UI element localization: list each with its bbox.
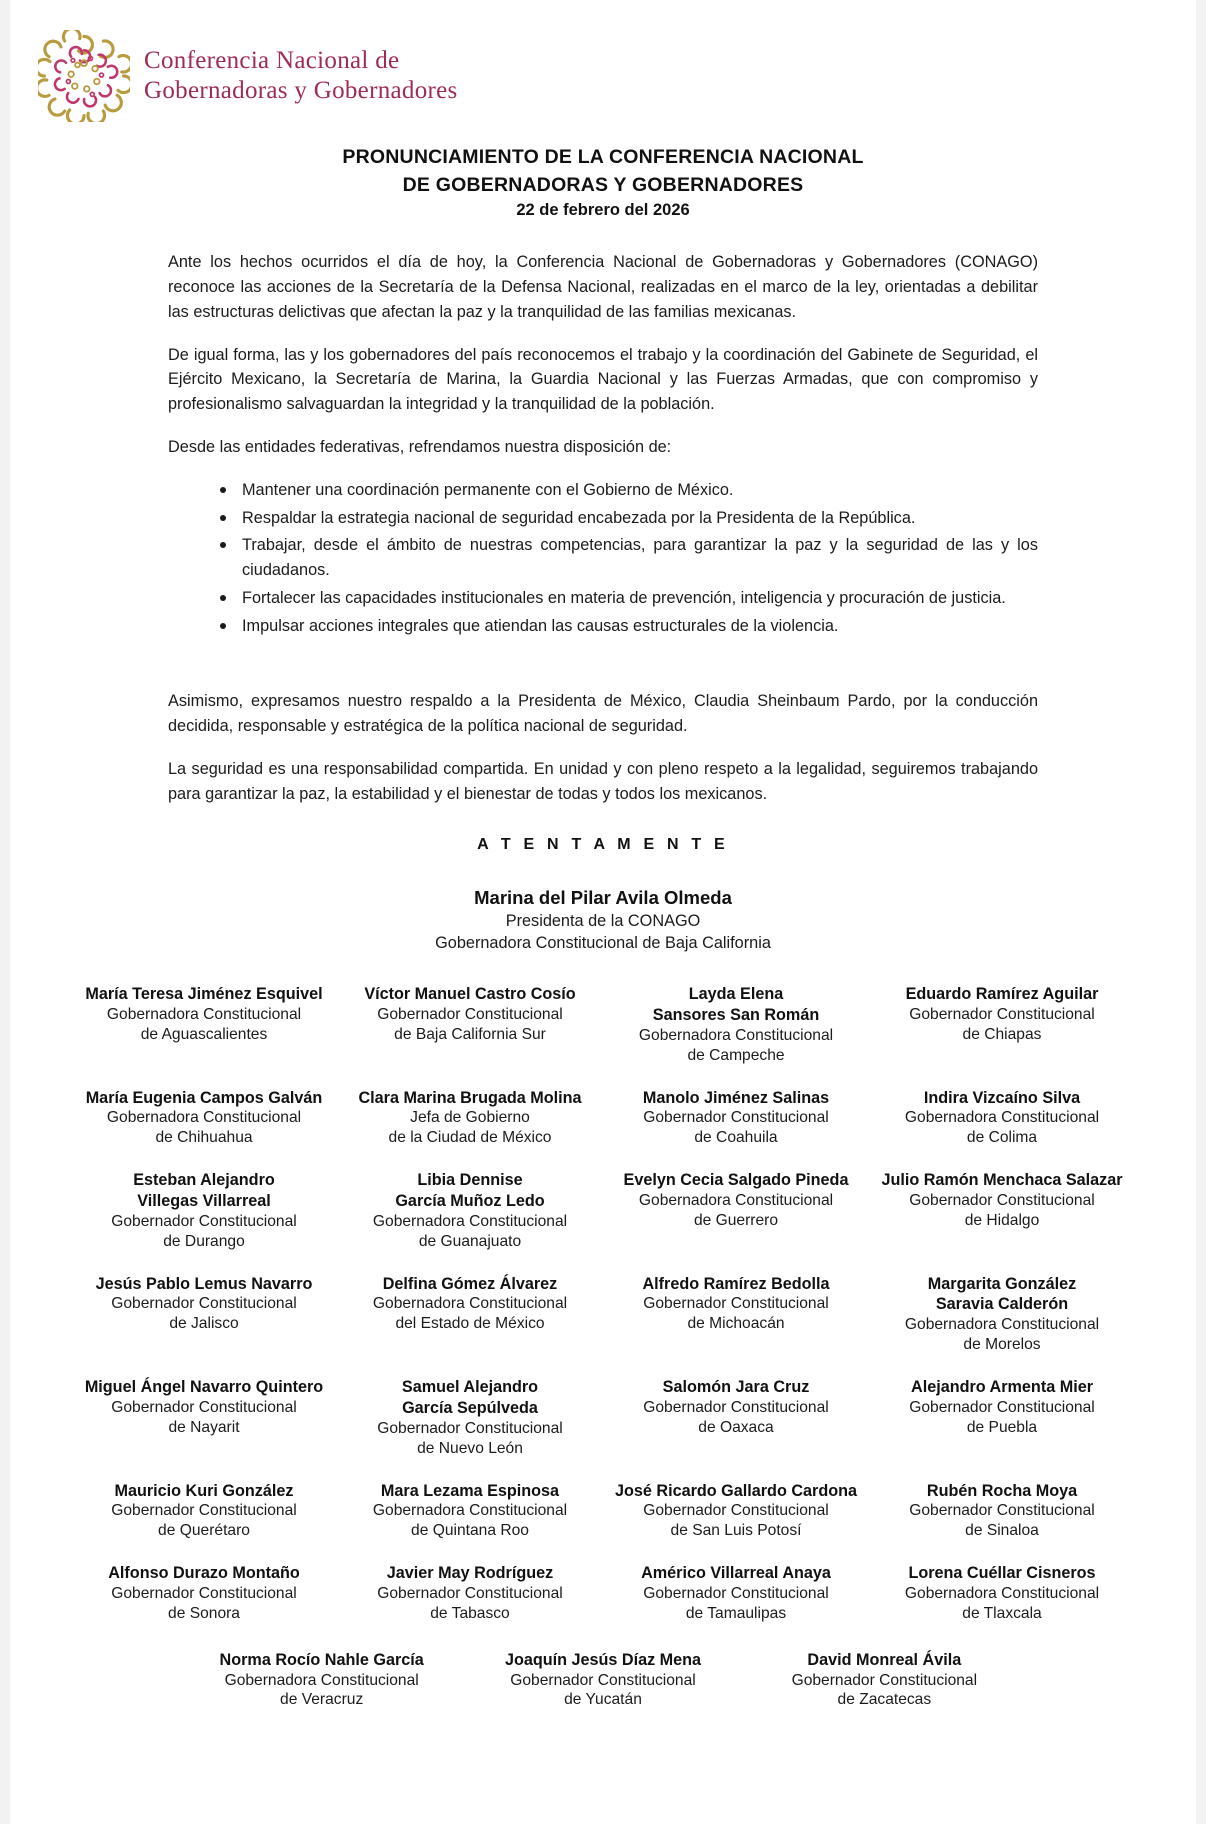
signer-role-line-2: de Tabasco — [430, 1604, 510, 1622]
page-title-line-2: DE GOBERNADORAS Y GOBERNADORES — [402, 173, 804, 196]
signer-role-line-2: de Veracruz — [280, 1691, 364, 1709]
signer-name: Jesús Pablo Lemus Navarro — [95, 1274, 313, 1293]
conago-logo-icon — [38, 30, 130, 122]
logo-line-1: Conferencia Nacional de — [144, 47, 400, 74]
signer-role-line-1: Gobernadora Constitucional — [224, 1671, 419, 1689]
signer-name: Saravia Calderón — [935, 1295, 1069, 1314]
signer-role-line-2: de Querétaro — [158, 1522, 250, 1540]
signer-role-line-2: de Aguascalientes — [140, 1026, 268, 1044]
signer-role-line-1: Gobernadora Constitucional — [904, 1584, 1100, 1602]
signer-name: Manolo Jiménez Salinas — [642, 1088, 830, 1107]
signer-name: Alfonso Durazo Montaño — [108, 1564, 300, 1583]
signer-name: Libia Dennise — [417, 1171, 523, 1190]
signer-name: Américo Villarreal Anaya — [641, 1564, 831, 1583]
signer-entry — [78, 1088, 330, 1149]
signer-role-line-2: de Guanajuato — [418, 1232, 522, 1250]
signer-entry — [610, 1377, 862, 1458]
signer-role-line-2: de Puebla — [966, 1418, 1038, 1436]
signer-role-line-2: de Jalisco — [169, 1315, 239, 1333]
signer-name: García Sepúlveda — [402, 1398, 538, 1417]
signer-name: Rubén Rocha Moya — [926, 1481, 1078, 1500]
signer-role-line-2: de Nuevo León — [417, 1439, 523, 1457]
paragraph-3: Desde las entidades federativas, refrendamos nuestra disposición de: — [168, 437, 672, 456]
signer-role-line-1: Gobernador Constitucional — [909, 1192, 1095, 1210]
signer-name: Miguel Ángel Navarro Quintero — [84, 1378, 324, 1397]
signer-entry — [876, 1481, 1128, 1542]
signer-role-line-1: Gobernador Constitucional — [909, 1006, 1095, 1024]
signer-role-line-1: Gobernadora Constitucional — [106, 1109, 302, 1127]
title-block — [223, 144, 983, 220]
signer-name: Alfredo Ramírez Bedolla — [642, 1274, 830, 1293]
signer-entry — [876, 1563, 1128, 1624]
signer-entry — [78, 1274, 330, 1355]
signer-role-line-2: de Guerrero — [693, 1212, 779, 1230]
signer-role-line-1: Gobernador Constitucional — [510, 1671, 696, 1689]
paragraph-1: Ante los hechos ocurridos el día de hoy, la Conferencia Nacional de Gobernadoras y Gobernadores (CONAGO) reconoce las acciones de la Secretaría de la Defensa Nacional, realizadas en el marco de la ley, orientadas a debilitar las estructuras delictivas que afectan la paz y la tranquilidad de las familias mexicanas. — [168, 253, 1038, 321]
commitments-list — [168, 478, 1038, 639]
signer-role-line-2: de Quintana Roo — [411, 1522, 529, 1540]
signer-entry — [876, 1088, 1128, 1149]
document-date: 22 de febrero del 2026 — [516, 201, 690, 220]
signer-entry — [344, 1088, 596, 1149]
signer-role-line-2: de Tlaxcala — [962, 1604, 1042, 1622]
signer-entry — [610, 1563, 862, 1624]
signer-name: David Monreal Ávila — [807, 1650, 962, 1669]
signer-role-line-2: de Baja California Sur — [394, 1026, 546, 1044]
signer-entry — [610, 984, 862, 1065]
signer-name: Norma Rocío Nahle García — [219, 1650, 424, 1669]
signer-role-line-1: Gobernador Constitucional — [111, 1584, 297, 1602]
signer-name: Villegas Villarreal — [137, 1192, 271, 1211]
signer-entry — [610, 1481, 862, 1542]
signers-grid-last-row — [188, 1650, 1018, 1771]
signer-name: Mara Lezama Espinosa — [380, 1481, 560, 1500]
signer-role-line-1: Gobernadora Constitucional — [106, 1006, 302, 1024]
paragraph-4: Asimismo, expresamos nuestro respaldo a la Presidenta de México, Claudia Sheinbaum Pardo, por la conducción decidida, responsable y estratégica de la política nacional de seguridad. — [168, 692, 1038, 736]
signer-role-line-2: de Nayarit — [168, 1418, 240, 1436]
signer-name: María Teresa Jiménez Esquivel — [85, 985, 323, 1004]
signer-name: Joaquín Jesús Díaz Mena — [504, 1650, 702, 1669]
signer-role-line-1: Gobernadora Constitucional — [638, 1026, 834, 1044]
list-item: Mantener una coordinación permanente con el Gobierno de México. — [220, 478, 1038, 503]
signer-entry — [78, 1481, 330, 1542]
signer-role-line-1: Gobernador Constitucional — [111, 1502, 297, 1520]
signer-name: Mauricio Kuri González — [114, 1481, 294, 1500]
signer-role-line-2: de San Luis Potosí — [670, 1522, 802, 1540]
signer-entry — [344, 1563, 596, 1624]
signer-entry — [344, 1170, 596, 1251]
signer-role-line-2: de Sonora — [168, 1604, 240, 1622]
list-item: Trabajar, desde el ámbito de nuestras competencias, para garantizar la paz y la seguridad de las y los ciudadanos. — [220, 533, 1038, 583]
signer-name: Julio Ramón Menchaca Salazar — [881, 1171, 1123, 1190]
signer-name: Eduardo Ramírez Aguilar — [905, 985, 1099, 1004]
signer-entry — [876, 1377, 1128, 1458]
signer-role-line-1: Gobernador Constitucional — [791, 1671, 978, 1689]
signer-entry — [751, 1650, 1018, 1711]
signer-role-line-2: de Michoacán — [687, 1315, 785, 1333]
signer-role-line-2: de Morelos — [963, 1336, 1041, 1354]
president-role-line-2: Gobernadora Constitucional de Baja California — [435, 933, 771, 952]
signer-role-line-2: de Chihuahua — [155, 1129, 253, 1147]
signer-role-line-2: de Hidalgo — [964, 1212, 1040, 1230]
signer-role-line-1: Gobernador Constitucional — [111, 1398, 297, 1416]
signer-entry — [78, 1563, 330, 1624]
signer-role-line-2: de Durango — [163, 1232, 245, 1250]
signer-name: Esteban Alejandro — [133, 1171, 275, 1190]
signer-role-line-2: de Coahuila — [694, 1129, 778, 1147]
signer-role-line-1: Gobernador Constitucional — [377, 1006, 563, 1024]
signer-role-line-1: Gobernador Constitucional — [111, 1295, 297, 1313]
signer-entry — [469, 1650, 736, 1711]
signer-role-line-1: Gobernador Constitucional — [909, 1502, 1095, 1520]
atentamente-heading: A T E N T A M E N T E — [477, 836, 729, 854]
logo-wordmark — [144, 30, 458, 105]
president-signature-block — [168, 886, 1038, 954]
signer-role-line-2: del Estado de México — [395, 1315, 545, 1333]
paragraph-5: La seguridad es una responsabilidad compartida. En unidad y con pleno respeto a la legalidad, seguiremos trabajando para garantizar la paz, la estabilidad y el bienestar de todas y todos los mexicanos. — [168, 759, 1038, 803]
signer-name: Víctor Manuel Castro Cosío — [364, 985, 576, 1004]
signer-entry — [610, 1170, 862, 1251]
signer-role-line-1: Gobernador Constitucional — [643, 1502, 829, 1520]
logo-line-2: Gobernadoras y Gobernadores — [144, 76, 458, 104]
signer-role-line-1: Gobernadora Constitucional — [904, 1316, 1100, 1334]
signer-entry — [876, 1170, 1128, 1251]
list-item: Fortalecer las capacidades institucionales en materia de prevención, inteligencia y procuración de justicia. — [220, 586, 1038, 611]
signer-entry — [876, 1274, 1128, 1355]
signer-role-line-1: Gobernadora Constitucional — [372, 1502, 568, 1520]
signer-role-line-2: de Zacatecas — [837, 1691, 932, 1709]
president-role-line-1: Presidenta de la CONAGO — [505, 912, 701, 931]
signer-role-line-2: de Sinaloa — [965, 1522, 1039, 1540]
signer-name: Salomón Jara Cruz — [662, 1378, 810, 1397]
signer-name: Alejandro Armenta Mier — [911, 1378, 1093, 1397]
signer-role-line-1: Gobernadora Constitucional — [372, 1295, 568, 1313]
signer-entry — [344, 1274, 596, 1355]
signer-name: Clara Marina Brugada Molina — [358, 1088, 582, 1107]
signer-name: Sansores San Román — [652, 1006, 820, 1025]
signer-role-line-1: Gobernador Constitucional — [377, 1419, 563, 1437]
president-name: Marina del Pilar Avila Olmeda — [474, 887, 732, 909]
signer-entry — [610, 1274, 862, 1355]
signer-entry — [78, 1377, 330, 1458]
list-item: Respaldar la estrategia nacional de seguridad encabezada por la Presidenta de la República. — [220, 506, 1038, 531]
signer-role-line-1: Gobernador Constitucional — [909, 1398, 1095, 1416]
signer-entry — [78, 1170, 330, 1251]
page-title-line-1: PRONUNCIAMIENTO DE LA CONFERENCIA NACIONAL — [342, 146, 864, 168]
signer-entry — [188, 1650, 455, 1711]
signer-role-line-1: Gobernador Constitucional — [643, 1295, 829, 1313]
list-item: Impulsar acciones integrales que atiendan las causas estructurales de la violencia. — [220, 614, 1038, 639]
signer-role-line-1: Gobernadora Constitucional — [372, 1212, 568, 1230]
signer-role-line-2: de la Ciudad de México — [388, 1129, 552, 1147]
signer-role-line-2: de Tamaulipas — [685, 1604, 787, 1622]
signer-role-line-1: Gobernador Constitucional — [643, 1109, 829, 1127]
signer-entry — [610, 1088, 862, 1149]
signer-entry — [344, 1481, 596, 1542]
document-header — [10, 0, 1196, 130]
signer-name: García Muñoz Ledo — [395, 1192, 545, 1211]
signer-entry — [78, 984, 330, 1065]
signer-name: Margarita González — [927, 1274, 1077, 1293]
signer-name: Samuel Alejandro — [401, 1378, 539, 1397]
signer-name: Javier May Rodríguez — [386, 1564, 554, 1583]
signer-entry — [344, 984, 596, 1065]
signer-role-line-1: Gobernador Constitucional — [111, 1212, 297, 1230]
signer-role-line-2: de Chiapas — [962, 1026, 1042, 1044]
signer-role-line-1: Gobernador Constitucional — [377, 1584, 563, 1602]
signer-role-line-1: Gobernadora Constitucional — [904, 1109, 1100, 1127]
signer-role-line-2: de Yucatán — [564, 1691, 642, 1709]
document-body — [168, 220, 1038, 954]
signer-name: José Ricardo Gallardo Cardona — [615, 1481, 857, 1500]
signer-entry — [876, 984, 1128, 1065]
signer-name: María Eugenia Campos Galván — [85, 1088, 323, 1107]
signer-name: Layda Elena — [688, 985, 784, 1004]
spacer — [168, 641, 1038, 689]
signer-name: Lorena Cuéllar Cisneros — [908, 1564, 1096, 1583]
signer-role-line-1: Gobernador Constitucional — [643, 1584, 829, 1602]
signer-role-line-2: de Colima — [966, 1129, 1038, 1147]
signer-name: Indira Vizcaíno Silva — [923, 1088, 1081, 1107]
signers-grid — [78, 984, 1128, 1623]
signer-role-line-2: de Oaxaca — [698, 1418, 774, 1436]
paragraph-2: De igual forma, las y los gobernadores del país reconocemos el trabajo y la coordinación del Gabinete de Seguridad, el Ejército Mexicano, la Secretaría de Marina, la Guardia Nacional y las Fuerzas Armadas, que con compromiso y profesionalismo salvaguardan la integridad y la tranquilidad de la población. — [168, 345, 1038, 414]
signer-name: Evelyn Cecia Salgado Pineda — [623, 1171, 849, 1190]
signer-role-line-1: Jefa de Gobierno — [410, 1109, 530, 1127]
signer-role-line-1: Gobernador Constitucional — [643, 1398, 829, 1416]
signer-name: Delfina Gómez Álvarez — [382, 1274, 558, 1293]
signer-role-line-2: de Campeche — [687, 1046, 785, 1064]
signer-entry — [344, 1377, 596, 1458]
signer-role-line-1: Gobernadora Constitucional — [638, 1192, 834, 1210]
